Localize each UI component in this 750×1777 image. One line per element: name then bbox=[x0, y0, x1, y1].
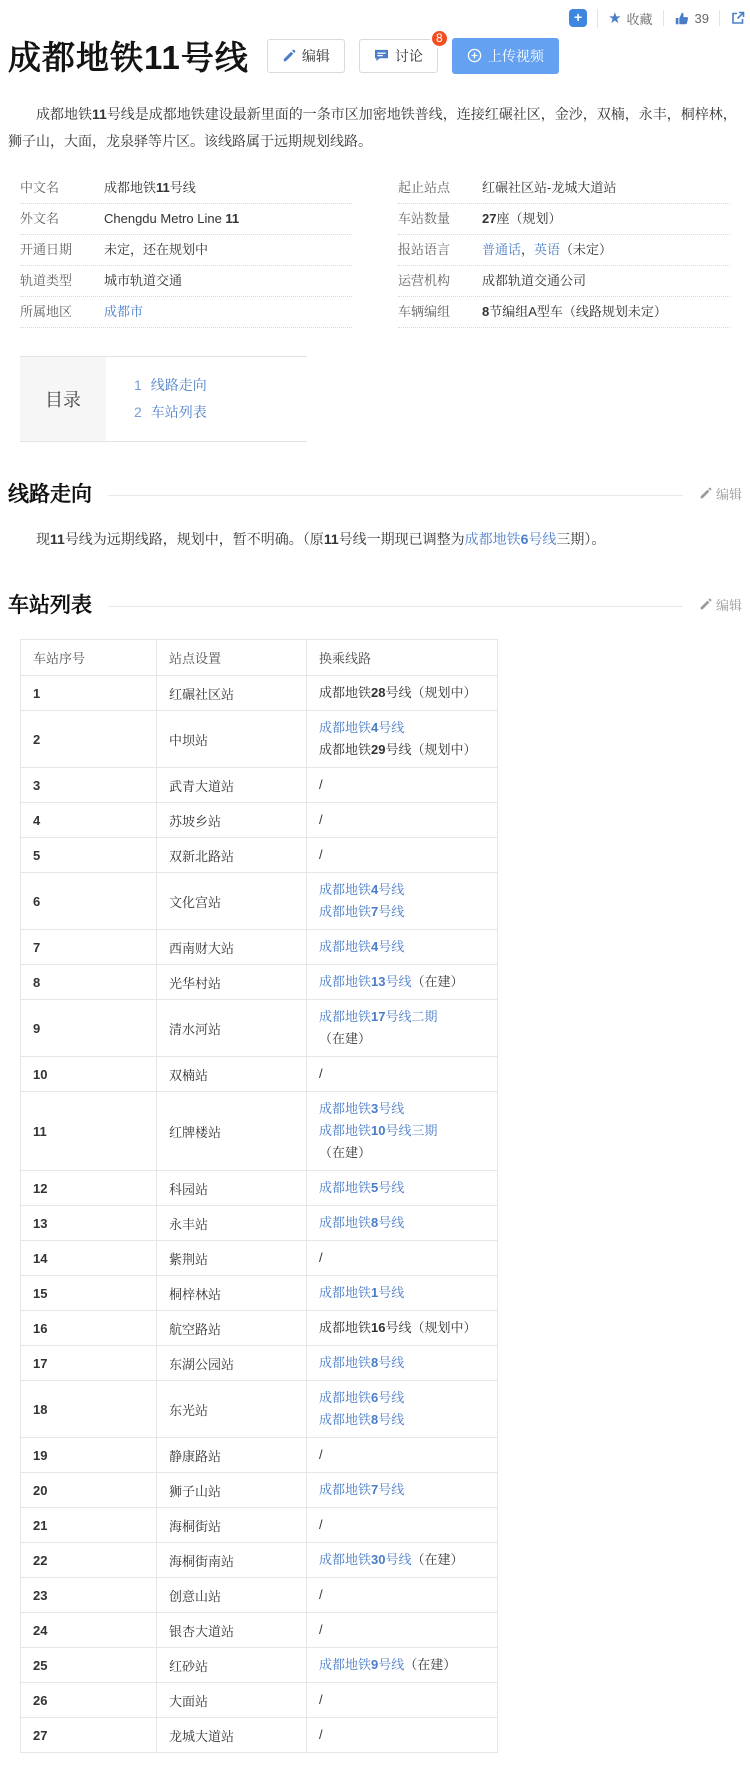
transfer-line bbox=[319, 936, 485, 958]
station-number-cell: 12 bbox=[21, 1171, 157, 1206]
transfer-cell bbox=[307, 930, 498, 965]
section-route-edit-link[interactable] bbox=[699, 484, 742, 503]
table-row bbox=[21, 1171, 498, 1206]
transfer-line bbox=[319, 1247, 485, 1269]
station-number-cell: 9 bbox=[21, 1000, 157, 1057]
inline-text: / bbox=[319, 847, 323, 862]
transfer-cell bbox=[307, 1508, 498, 1543]
inline-link[interactable]: 普通话 bbox=[482, 242, 522, 257]
transfer-line bbox=[319, 1514, 485, 1536]
app-plus-button[interactable] bbox=[559, 9, 597, 27]
transfer-cell bbox=[307, 676, 498, 711]
station-number-cell: 17 bbox=[21, 1346, 157, 1381]
station-number-cell: 23 bbox=[21, 1578, 157, 1613]
transfer-cell bbox=[307, 1543, 498, 1578]
discuss-button[interactable] bbox=[359, 39, 438, 73]
station-name-cell: 航空路站 bbox=[157, 1311, 307, 1346]
inline-text: / bbox=[319, 1066, 323, 1081]
transfer-cell bbox=[307, 1613, 498, 1648]
transfer-line bbox=[319, 1444, 485, 1466]
transfer-cell bbox=[307, 1578, 498, 1613]
toc-list bbox=[106, 357, 207, 441]
transfer-line bbox=[319, 774, 485, 796]
transfer-line bbox=[319, 1689, 485, 1711]
station-number-cell: 15 bbox=[21, 1276, 157, 1311]
transfer-cell bbox=[307, 1000, 498, 1057]
station-name-cell: 东湖公园站 bbox=[157, 1346, 307, 1381]
station-number-cell: 22 bbox=[21, 1543, 157, 1578]
top-action-bar bbox=[0, 0, 750, 28]
transfer-cell bbox=[307, 1092, 498, 1171]
infobox-value bbox=[482, 303, 667, 321]
inline-text: ， bbox=[521, 242, 535, 257]
edit-button-label: 编辑 bbox=[301, 47, 330, 64]
transfer-line bbox=[319, 1654, 485, 1676]
inline-text: 未定，还在规划中 bbox=[104, 242, 209, 257]
transfer-line bbox=[319, 1120, 485, 1164]
transfer-cell bbox=[307, 1346, 498, 1381]
upload-video-button[interactable] bbox=[452, 38, 559, 74]
station-name-cell: 海桐街站 bbox=[157, 1508, 307, 1543]
inline-text: （在建） bbox=[411, 1552, 464, 1567]
station-name-cell: 狮子山站 bbox=[157, 1473, 307, 1508]
inline-link[interactable]: 成都地铁8号线 bbox=[319, 1355, 405, 1370]
transfer-line bbox=[319, 1409, 485, 1431]
inline-text: （在建） bbox=[319, 1031, 372, 1046]
station-name-cell: 桐梓林站 bbox=[157, 1276, 307, 1311]
station-number-cell: 8 bbox=[21, 965, 157, 1000]
station-number-cell: 24 bbox=[21, 1613, 157, 1648]
transfer-line bbox=[319, 1619, 485, 1641]
section-edit-label: 编辑 bbox=[715, 486, 742, 502]
infobox-row bbox=[398, 204, 730, 235]
station-name-cell: 永丰站 bbox=[157, 1206, 307, 1241]
table-row bbox=[21, 1438, 498, 1473]
inline-text: 27座（规划） bbox=[482, 211, 562, 226]
transfer-line bbox=[319, 1177, 485, 1199]
station-name-cell: 双新北路站 bbox=[157, 838, 307, 873]
toc-item-label: 线路走向 bbox=[150, 377, 207, 393]
section-stations-header bbox=[8, 589, 742, 619]
table-row bbox=[21, 1683, 498, 1718]
pencil-icon bbox=[699, 487, 712, 500]
station-number-cell: 14 bbox=[21, 1241, 157, 1276]
station-name-cell: 静康路站 bbox=[157, 1438, 307, 1473]
share-icon bbox=[730, 10, 746, 26]
table-row bbox=[21, 930, 498, 965]
station-number-cell: 6 bbox=[21, 873, 157, 930]
transfer-cell bbox=[307, 1648, 498, 1683]
page-title: 成都地铁11号线 bbox=[8, 39, 249, 76]
station-name-cell: 双楠站 bbox=[157, 1057, 307, 1092]
inline-text: / bbox=[319, 1727, 323, 1742]
station-name-cell: 龙城大道站 bbox=[157, 1718, 307, 1753]
transfer-cell bbox=[307, 1241, 498, 1276]
station-number-cell: 1 bbox=[21, 676, 157, 711]
table-row bbox=[21, 768, 498, 803]
station-number-cell: 4 bbox=[21, 803, 157, 838]
thumbs-up-icon bbox=[674, 10, 690, 26]
inline-link[interactable]: 成都地铁4号线 bbox=[319, 939, 405, 954]
transfer-cell bbox=[307, 838, 498, 873]
station-table bbox=[20, 639, 498, 1753]
table-row bbox=[21, 803, 498, 838]
station-name-cell: 武青大道站 bbox=[157, 768, 307, 803]
section-route-title: 线路走向 bbox=[8, 483, 92, 506]
inline-text: 城市轨道交通 bbox=[104, 273, 183, 288]
inline-link[interactable]: 成都地铁5号线 bbox=[319, 1180, 405, 1195]
table-row bbox=[21, 711, 498, 768]
transfer-line bbox=[319, 809, 485, 831]
transfer-line bbox=[319, 1352, 485, 1374]
infobox-value bbox=[104, 303, 143, 321]
discuss-button-label: 讨论 bbox=[394, 47, 423, 64]
station-name-cell: 文化宫站 bbox=[157, 873, 307, 930]
station-table-body bbox=[21, 676, 498, 1753]
heading-divider bbox=[108, 606, 683, 607]
transfer-line bbox=[319, 844, 485, 866]
station-name-cell: 东光站 bbox=[157, 1381, 307, 1438]
section-route-header bbox=[8, 478, 742, 508]
lead-paragraph: 成都地铁11号线是成都地铁建设最新里面的一条市区加密地铁普线，连接红碾社区，金沙，双楠，永丰，桐梓林，狮子山，大面，龙泉驿等片区。该线路属于远期规划线路。 bbox=[8, 106, 737, 149]
infobox-label: 开通日期 bbox=[20, 242, 73, 257]
inline-text: / bbox=[319, 1587, 323, 1602]
table-row bbox=[21, 1473, 498, 1508]
transfer-line bbox=[319, 1584, 485, 1606]
table-row bbox=[21, 965, 498, 1000]
table-row bbox=[21, 1311, 498, 1346]
transfer-line bbox=[319, 1212, 485, 1234]
inline-link[interactable]: 英语 bbox=[534, 242, 561, 257]
inline-text: （在建） bbox=[404, 1657, 457, 1672]
transfer-line bbox=[319, 1479, 485, 1501]
inline-text: / bbox=[319, 777, 323, 792]
transfer-line bbox=[319, 1724, 485, 1746]
inline-text: 现11号线为远期线路，规划中，暂不明确。（原11号线一期现已调整为 bbox=[36, 531, 465, 547]
station-number-cell: 7 bbox=[21, 930, 157, 965]
like-count: 39 bbox=[694, 10, 709, 26]
station-name-cell: 清水河站 bbox=[157, 1000, 307, 1057]
header bbox=[0, 28, 750, 79]
inline-text: 成都轨道交通公司 bbox=[482, 273, 587, 288]
section-stations-title: 车站列表 bbox=[8, 594, 92, 617]
station-number-cell: 13 bbox=[21, 1206, 157, 1241]
station-name-cell: 紫荆站 bbox=[157, 1241, 307, 1276]
upload-video-label: 上传视频 bbox=[487, 47, 544, 64]
infobox-label: 外文名 bbox=[20, 211, 60, 226]
transfer-cell bbox=[307, 1438, 498, 1473]
table-row bbox=[21, 873, 498, 930]
inline-text: （未定） bbox=[560, 242, 613, 257]
station-number-cell: 21 bbox=[21, 1508, 157, 1543]
inline-text: 红碾社区站-龙城大道站 bbox=[482, 180, 617, 195]
toc-item-number: 2 bbox=[134, 404, 142, 420]
station-number-cell: 25 bbox=[21, 1648, 157, 1683]
inline-link[interactable]: 成都地铁3号线 bbox=[319, 1101, 405, 1116]
inline-link[interactable]: 成都地铁7号线 bbox=[319, 904, 405, 919]
table-of-contents bbox=[20, 356, 307, 442]
section-edit-label: 编辑 bbox=[715, 597, 742, 613]
inline-text: / bbox=[319, 1622, 323, 1637]
inline-link[interactable]: 成都地铁8号线 bbox=[319, 1412, 405, 1427]
inline-text: （在建） bbox=[319, 1145, 372, 1160]
transfer-cell bbox=[307, 1057, 498, 1092]
table-row bbox=[21, 1241, 498, 1276]
infobox bbox=[20, 173, 730, 328]
station-number-cell: 5 bbox=[21, 838, 157, 873]
infobox-label: 车辆编组 bbox=[398, 304, 451, 319]
transfer-line bbox=[319, 1282, 485, 1304]
transfer-cell bbox=[307, 1206, 498, 1241]
edit-button[interactable] bbox=[267, 39, 345, 73]
station-name-cell: 苏坡乡站 bbox=[157, 803, 307, 838]
infobox-label: 运营机构 bbox=[398, 273, 451, 288]
inline-text: 成都地铁29号线（规划中） bbox=[319, 742, 477, 757]
inline-link[interactable]: 成都市 bbox=[104, 304, 144, 319]
infobox-row bbox=[20, 173, 352, 204]
infobox-value bbox=[104, 179, 196, 197]
transfer-cell bbox=[307, 711, 498, 768]
toc-item[interactable] bbox=[134, 399, 207, 426]
table-row bbox=[21, 676, 498, 711]
transfer-cell bbox=[307, 1473, 498, 1508]
transfer-cell bbox=[307, 1311, 498, 1346]
table-row bbox=[21, 1381, 498, 1438]
transfer-cell bbox=[307, 768, 498, 803]
infobox-right-column bbox=[398, 173, 730, 328]
table-row bbox=[21, 1057, 498, 1092]
station-number-cell: 19 bbox=[21, 1438, 157, 1473]
transfer-line bbox=[319, 971, 485, 993]
speech-bubble-icon bbox=[374, 49, 389, 62]
station-name-cell: 光华村站 bbox=[157, 965, 307, 1000]
infobox-value bbox=[104, 210, 239, 228]
heading-divider bbox=[108, 495, 683, 496]
station-name-cell: 红牌楼站 bbox=[157, 1092, 307, 1171]
transfer-line bbox=[319, 1098, 485, 1120]
table-row bbox=[21, 1613, 498, 1648]
station-number-cell: 27 bbox=[21, 1718, 157, 1753]
like-button[interactable] bbox=[663, 10, 719, 26]
station-number-cell: 2 bbox=[21, 711, 157, 768]
station-number-cell: 20 bbox=[21, 1473, 157, 1508]
inline-link[interactable]: 成都地铁10号线三期 bbox=[319, 1123, 438, 1138]
infobox-value bbox=[482, 272, 586, 290]
station-table-header-row bbox=[21, 640, 498, 676]
inline-text: / bbox=[319, 1517, 323, 1532]
infobox-label: 车站数量 bbox=[398, 211, 451, 226]
inline-text: / bbox=[319, 1250, 323, 1265]
inline-text: 成都地铁16号线（规划中） bbox=[319, 1320, 477, 1335]
inline-link[interactable]: 成都地铁13号线 bbox=[319, 974, 412, 989]
plus-circle-icon bbox=[467, 48, 482, 63]
infobox-label: 报站语言 bbox=[398, 242, 451, 257]
station-number-cell: 26 bbox=[21, 1683, 157, 1718]
inline-link[interactable]: 成都地铁9号线 bbox=[319, 1657, 405, 1672]
station-number-cell: 3 bbox=[21, 768, 157, 803]
column-header-number: 车站序号 bbox=[21, 640, 157, 676]
inline-text: / bbox=[319, 812, 323, 827]
table-row bbox=[21, 838, 498, 873]
station-name-cell: 中坝站 bbox=[157, 711, 307, 768]
station-name-cell: 西南财大站 bbox=[157, 930, 307, 965]
station-name-cell: 科园站 bbox=[157, 1171, 307, 1206]
infobox-row bbox=[20, 235, 352, 266]
infobox-label: 轨道类型 bbox=[20, 273, 73, 288]
transfer-cell bbox=[307, 1276, 498, 1311]
infobox-value bbox=[482, 179, 616, 197]
transfer-line bbox=[319, 901, 485, 923]
transfer-cell bbox=[307, 803, 498, 838]
transfer-line bbox=[319, 739, 485, 761]
infobox-row bbox=[398, 235, 730, 266]
inline-text: （在建） bbox=[411, 974, 464, 989]
infobox-row bbox=[20, 204, 352, 235]
transfer-line bbox=[319, 1387, 485, 1409]
station-number-cell: 10 bbox=[21, 1057, 157, 1092]
toc-item[interactable] bbox=[134, 372, 207, 399]
infobox-label: 中文名 bbox=[20, 180, 60, 195]
transfer-line bbox=[319, 1549, 485, 1571]
infobox-value bbox=[482, 241, 612, 259]
toc-title: 目录 bbox=[20, 357, 106, 441]
table-row bbox=[21, 1000, 498, 1057]
pencil-icon bbox=[282, 49, 296, 63]
table-row bbox=[21, 1346, 498, 1381]
column-header-transfer: 换乘线路 bbox=[307, 640, 498, 676]
transfer-line bbox=[319, 1006, 485, 1050]
inline-text: Chengdu Metro Line 11 bbox=[104, 211, 240, 226]
transfer-line bbox=[319, 879, 485, 901]
table-row bbox=[21, 1276, 498, 1311]
table-row bbox=[21, 1648, 498, 1683]
inline-link[interactable]: 成都地铁7号线 bbox=[319, 1482, 405, 1497]
transfer-cell bbox=[307, 1718, 498, 1753]
transfer-line bbox=[319, 717, 485, 739]
station-number-cell: 18 bbox=[21, 1381, 157, 1438]
inline-text: 成都地铁11号线 bbox=[104, 180, 196, 195]
inline-link[interactable]: 成都地铁17号线二期 bbox=[319, 1009, 438, 1024]
station-number-cell: 11 bbox=[21, 1092, 157, 1171]
transfer-line bbox=[319, 682, 485, 704]
transfer-line bbox=[319, 1063, 485, 1085]
inline-link[interactable]: 成都地铁6号线 bbox=[319, 1390, 405, 1405]
transfer-cell bbox=[307, 1171, 498, 1206]
pencil-icon bbox=[699, 598, 712, 611]
column-header-station: 站点设置 bbox=[157, 640, 307, 676]
station-name-cell: 银杏大道站 bbox=[157, 1613, 307, 1648]
share-button[interactable] bbox=[719, 10, 748, 26]
station-name-cell: 红碾社区站 bbox=[157, 676, 307, 711]
discuss-count-badge: 8 bbox=[430, 29, 449, 48]
inline-text: 8节编组A型车（线路规划未定） bbox=[482, 304, 667, 319]
infobox-value bbox=[104, 272, 182, 290]
inline-text: / bbox=[319, 1692, 323, 1707]
infobox-row bbox=[20, 297, 352, 328]
transfer-cell bbox=[307, 873, 498, 930]
infobox-left-column bbox=[20, 173, 352, 328]
section-stations-edit-link[interactable] bbox=[699, 595, 742, 614]
transfer-cell bbox=[307, 1683, 498, 1718]
table-row bbox=[21, 1718, 498, 1753]
table-row bbox=[21, 1508, 498, 1543]
route-paragraph bbox=[8, 526, 742, 553]
transfer-cell bbox=[307, 965, 498, 1000]
toc-item-number: 1 bbox=[134, 377, 142, 393]
table-row bbox=[21, 1092, 498, 1171]
infobox-row bbox=[20, 266, 352, 297]
inline-link[interactable]: 成都地铁4号线 bbox=[319, 720, 405, 735]
inline-link[interactable]: 成都地铁6号线 bbox=[464, 531, 557, 547]
station-name-cell: 海桐街南站 bbox=[157, 1543, 307, 1578]
station-name-cell: 大面站 bbox=[157, 1683, 307, 1718]
transfer-line bbox=[319, 1317, 485, 1339]
infobox-row bbox=[398, 266, 730, 297]
infobox-row bbox=[398, 173, 730, 204]
infobox-label: 所属地区 bbox=[20, 304, 73, 319]
inline-text: 成都地铁28号线（规划中） bbox=[319, 685, 477, 700]
inline-link[interactable]: 成都地铁30号线 bbox=[319, 1552, 412, 1567]
table-row bbox=[21, 1578, 498, 1613]
inline-link[interactable]: 成都地铁8号线 bbox=[319, 1215, 405, 1230]
inline-link[interactable]: 成都地铁1号线 bbox=[319, 1285, 405, 1300]
inline-link[interactable]: 成都地铁4号线 bbox=[319, 882, 405, 897]
star-icon: ★ bbox=[608, 9, 622, 27]
station-name-cell: 红砂站 bbox=[157, 1648, 307, 1683]
table-row bbox=[21, 1543, 498, 1578]
infobox-value bbox=[104, 241, 208, 259]
infobox-row bbox=[398, 297, 730, 328]
inline-text: / bbox=[319, 1447, 323, 1462]
station-number-cell: 16 bbox=[21, 1311, 157, 1346]
transfer-cell bbox=[307, 1381, 498, 1438]
table-row bbox=[21, 1206, 498, 1241]
inline-text: 三期）。 bbox=[556, 531, 606, 547]
favorite-label: 收藏 bbox=[626, 11, 653, 27]
infobox-value bbox=[482, 210, 561, 228]
infobox-label: 起止站点 bbox=[398, 180, 451, 195]
station-name-cell: 创意山站 bbox=[157, 1578, 307, 1613]
toc-item-label: 车站列表 bbox=[150, 404, 207, 420]
plus-app-icon: + bbox=[569, 9, 587, 27]
favorite-button[interactable] bbox=[597, 9, 662, 28]
